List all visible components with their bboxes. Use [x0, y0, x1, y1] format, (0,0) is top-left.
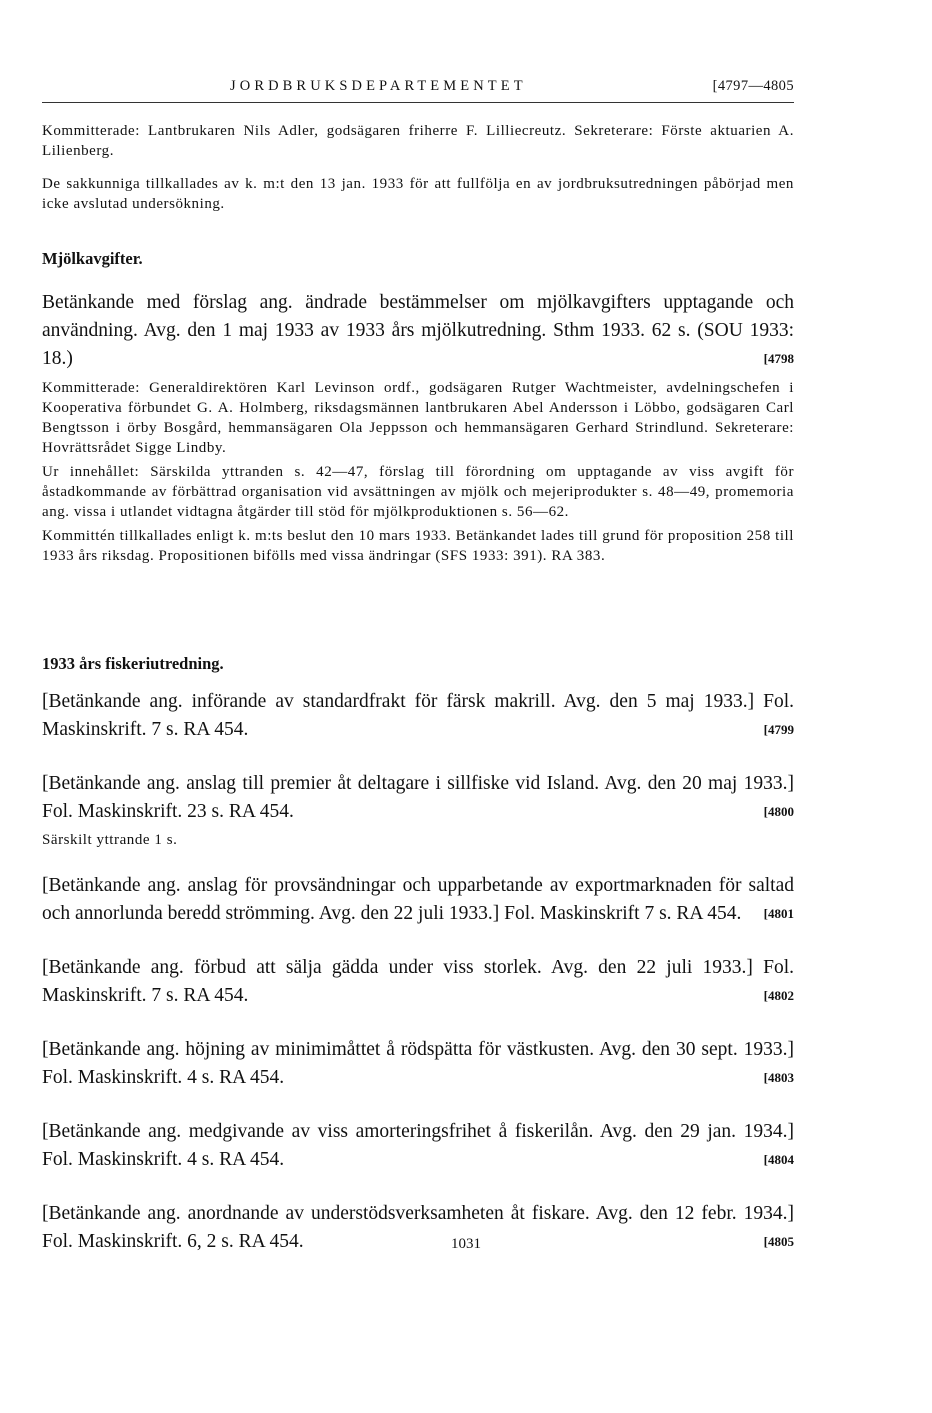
entry-ref-4799: [4799 [763, 722, 794, 737]
entry-note: Särskilt yttrande 1 s. [42, 832, 178, 848]
page-number: 1031 [451, 1236, 481, 1252]
entry-text: [Betänkande ang. anslag för provsändningar och upparbetande av exportmarknaden för saltad och annorlunda beredd strömming. Avg. den 22 juli 1933.] Fol. Maskinskrift 7 s. RA 454. [42, 875, 794, 924]
entry-ref-4804: [4804 [763, 1152, 794, 1167]
committee-history: Kommittén tillkallades enligt k. m:ts beslut den 10 mars 1933. Betänkandet lades till grund för proposition 258 till 1933 års riksdag. Propositionen bifölls med vissa ändringar (SFS 1933: 391). RA 383. [42, 528, 794, 564]
entry-4804 [42, 1118, 794, 1174]
running-header [42, 78, 794, 103]
entry-4802 [42, 954, 794, 1010]
intro-committee: Kommitterade: Lantbrukaren Nils Adler, godsägaren friherre F. Lilliecreutz. Sekreterare: Förste aktuarien A. Lilienberg. [42, 123, 794, 159]
entry-4798-details [42, 378, 794, 570]
entry-text: [Betänkande ang. anordnande av understödsverksamheten åt fiskare. Avg. den 12 febr. 1934.] Fol. Maskinskrift. 6, 2 s. RA 454. [42, 1203, 794, 1252]
entry-4801 [42, 872, 794, 928]
entry-4798-title [42, 289, 794, 373]
entry-ref-4798: [4798 [763, 351, 794, 366]
entry-text: [Betänkande ang. anslag till premier åt deltagare i sillfiske vid Island. Avg. den 20 maj 1933.] Fol. Maskinskrift. 23 s. RA 454. [42, 773, 794, 822]
entry-4803 [42, 1036, 794, 1092]
contents-summary: Ur innehållet: Särskilda yttranden s. 42—47, förslag till förordning om upptagande av viss avgift för åstadkommande av förbättrad organisation vid avsättningen av mjölk och mejeriprodukter s. 48—49, promemoria ang. vissa i utlandet vidtagna åtgärder till stöd för mjölkproduktionen s. 56—62. [42, 464, 794, 520]
entry-ref-4800: [4800 [763, 804, 794, 819]
fishery-entries [42, 688, 794, 1282]
section-heading-fiskeriutredning: 1933 års fiskeriutredning. [42, 654, 224, 673]
header-entry-range: [4797—4805 [712, 78, 794, 94]
committee-members: Kommitterade: Generaldirektören Karl Levinson ordf., godsägaren Rutger Wachtmeister, avdelningschefen i Kooperativa förbundet G. A. Holmberg, riksdagsmännen lantbrukaren Abel Andersson i Löbbo, godsägaren Carl Bengtsson i örby Bosgård, hemmansägaren Ola Jeppsson och hemmansägaren Gerhard Strindlund. Sekreterare: Hovrättsrådet Sigge Lindby. [42, 380, 794, 456]
entry-ref-4801: [4801 [763, 906, 794, 921]
entry-text: [Betänkande ang. förbud att sälja gädda under viss storlek. Avg. den 22 juli 1933.] Fol. Maskinskrift. 7 s. RA 454. [42, 957, 794, 1006]
entry-text: [Betänkande ang. höjning av minimimåttet å rödspätta för västkusten. Avg. den 30 sept. 1933.] Fol. Maskinskrift. 4 s. RA 454. [42, 1039, 794, 1088]
entry-ref-4805: [4805 [763, 1234, 794, 1249]
intro-experts: De sakkunniga tillkallades av k. m:t den 13 jan. 1933 för att fullfölja en av jordbruksutredningen påbörjad men icke avslutad undersökning. [42, 176, 794, 212]
entry-4799 [42, 688, 794, 744]
entry-4800 [42, 770, 794, 850]
entry-text: [Betänkande ang. medgivande av viss amorteringsfrihet å fiskerilån. Avg. den 29 jan. 1934.] Fol. Maskinskrift. 4 s. RA 454. [42, 1121, 794, 1170]
header-title: JORDBRUKSDEPARTEMENTET [230, 78, 527, 94]
entry-text: [Betänkande ang. införande av standardfrakt för färsk makrill. Avg. den 5 maj 1933.] Fol. Maskinskrift. 7 s. RA 454. [42, 691, 794, 740]
entry-4798-text: Betänkande med förslag ang. ändrade bestämmelser om mjölkavgifters upptagande och användning. Avg. den 1 maj 1933 av 1933 års mjölkutredning. Sthm 1933. 62 s. (SOU 1933: 18.) [42, 292, 794, 369]
section-heading-mjolkavgifter: Mjölkavgifter. [42, 249, 143, 268]
entry-ref-4803: [4803 [763, 1070, 794, 1085]
entry-ref-4802: [4802 [763, 988, 794, 1003]
